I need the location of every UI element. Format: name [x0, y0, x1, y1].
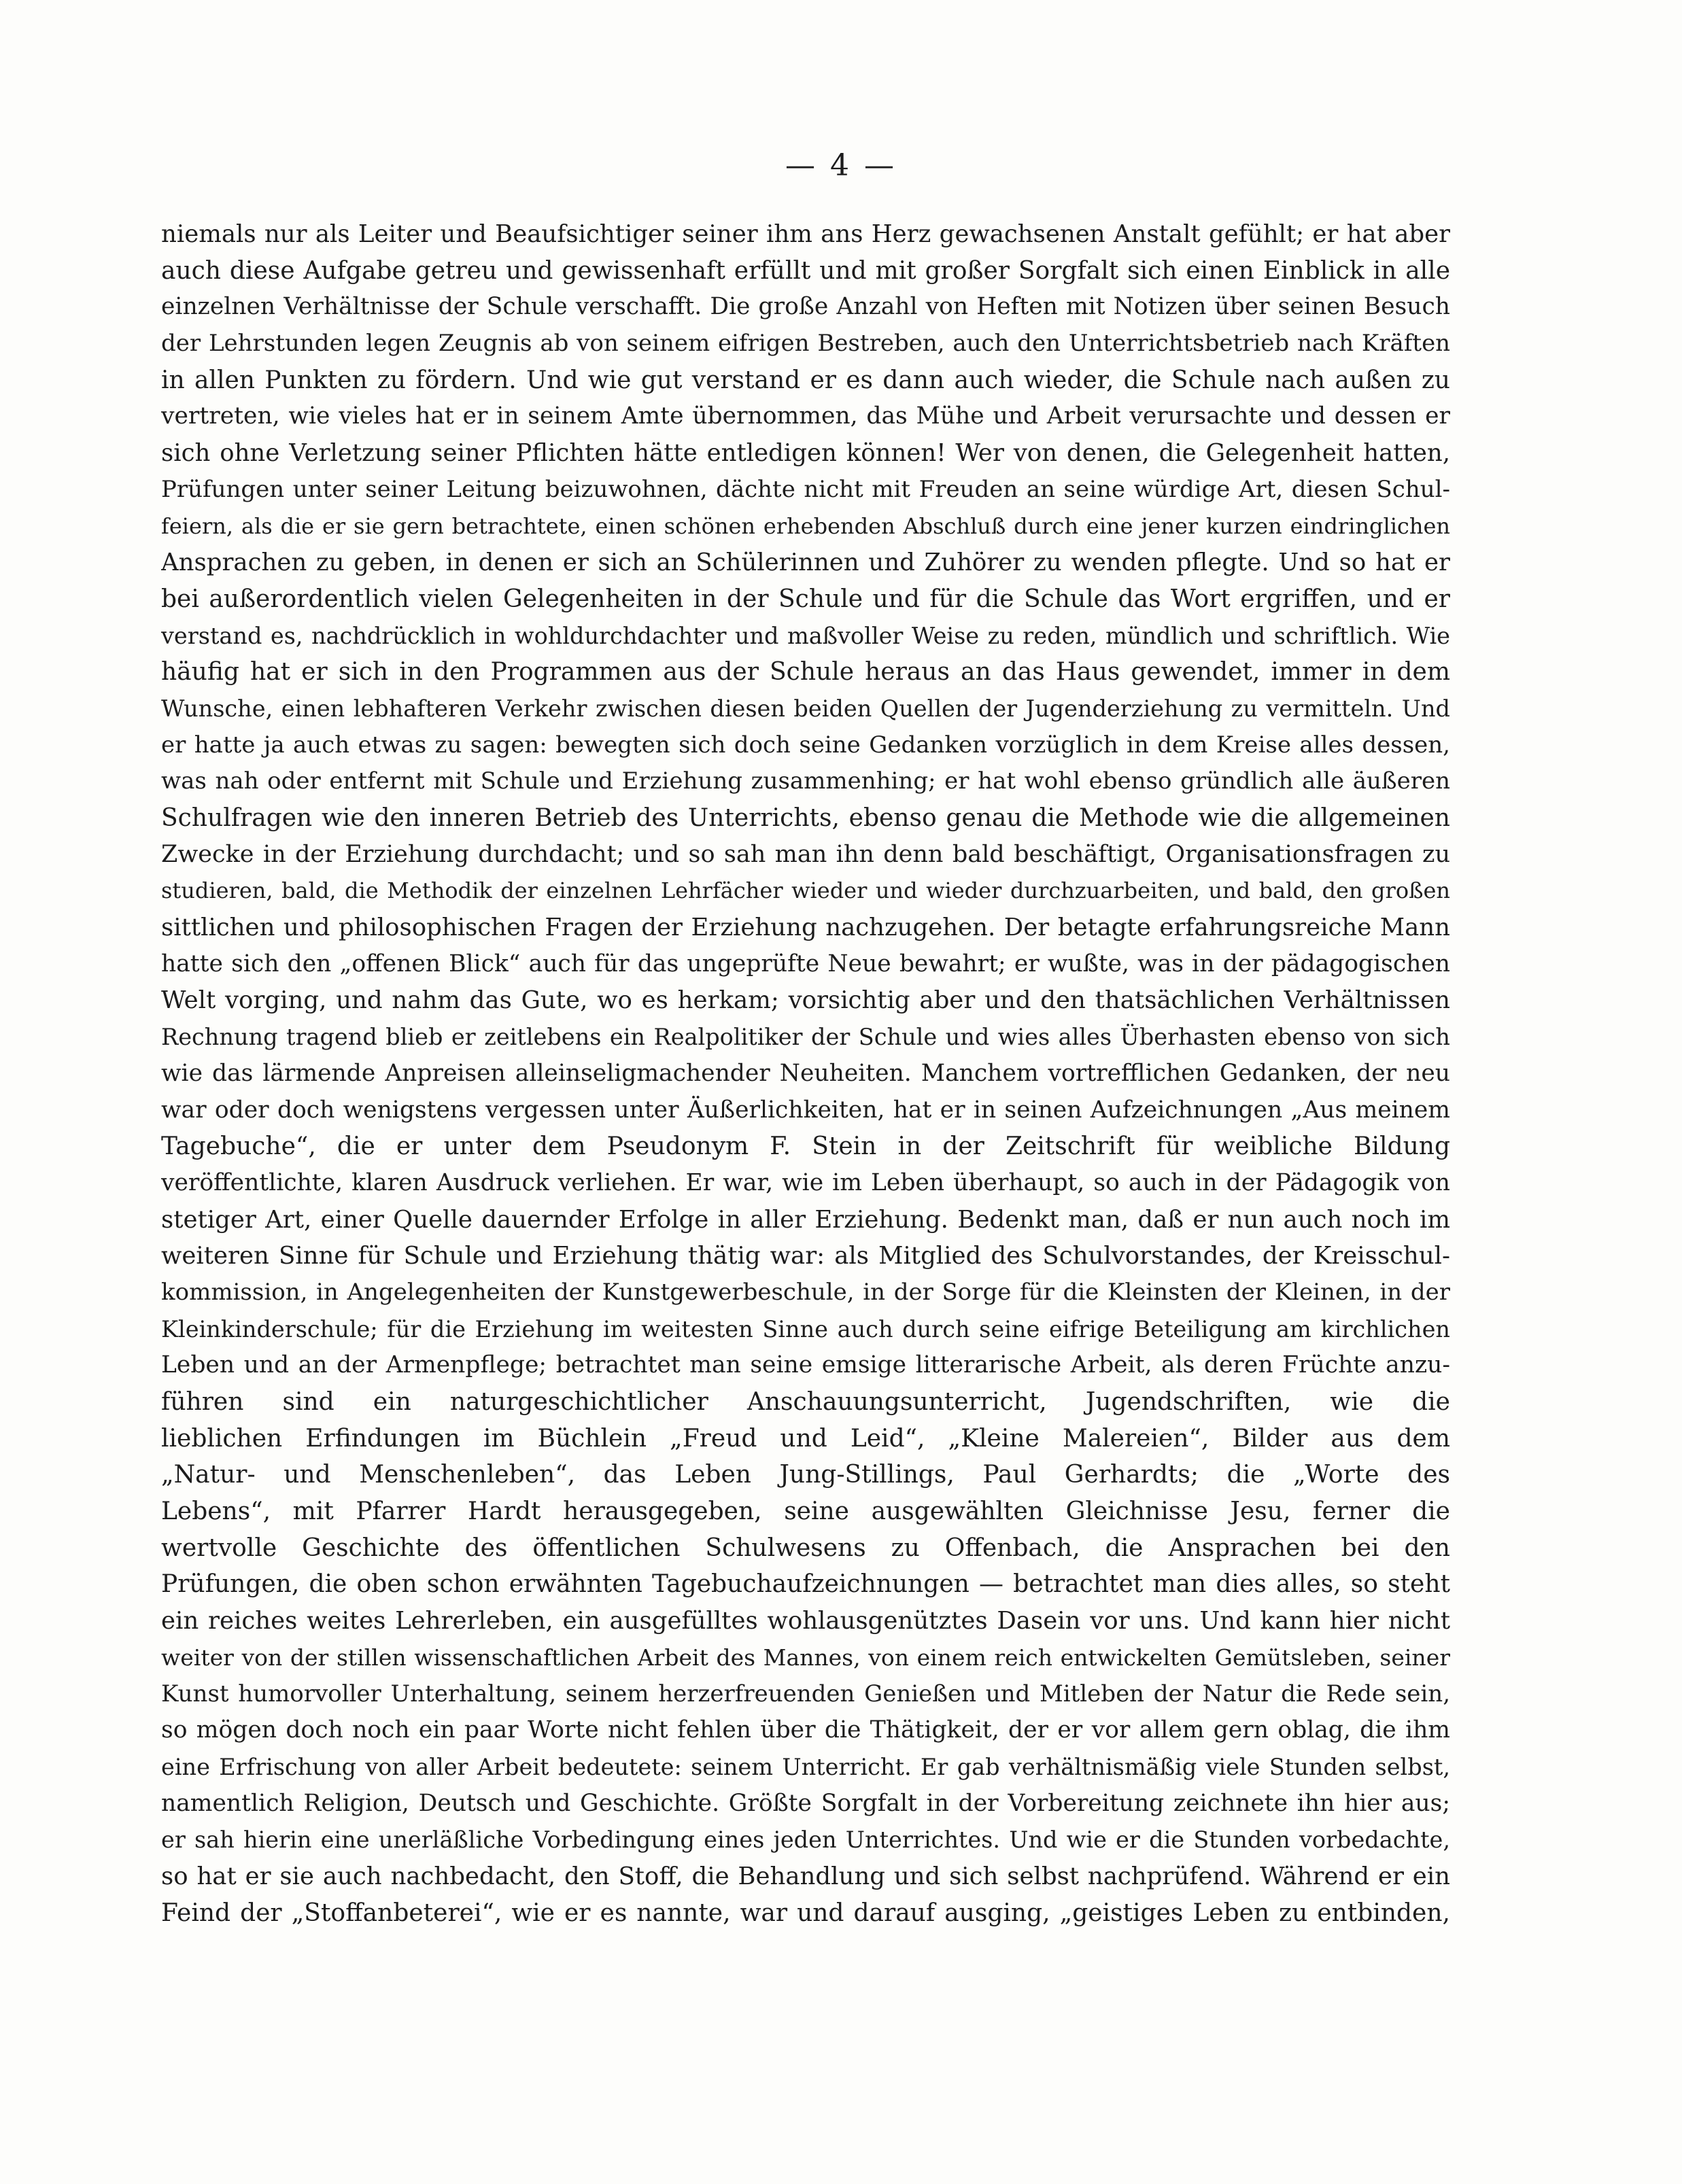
text-line: er sah hierin eine unerläßliche Vorbedingung eines jeden Unterrichtes. Und wie er die Stunden vorbedachte,: [161, 1826, 1450, 1854]
text-line: hatte sich den „offenen Blick“ auch für das ungeprüfte Neue bewahrt; er wußte, was in der pädagogischen: [161, 950, 1450, 977]
text-line: war oder doch wenigstens vergessen unter Äußerlichkeiten, hat er in seinen Aufzeichnungen „Aus meinem: [161, 1096, 1450, 1124]
text-line: Lebens“, mit Pfarrer Hardt herausgegeben, seine ausgewählten Gleichnisse Jesu, ferner die: [161, 1497, 1450, 1526]
text-line: kommission, in Angelegenheiten der Kunstgewerbeschule, in der Sorge für die Kleinsten der Kleinen, in der: [161, 1278, 1450, 1306]
text-line: [161, 1931, 1450, 1968]
text-line: so hat er sie auch nachbedacht, den Stoff, die Behandlung und sich selbst nachprüfend. Während er ein: [161, 1862, 1450, 1890]
text-line: Wunsche, einen lebhafteren Verkehr zwischen diesen beiden Quellen der Jugenderziehung zu vermitteln. Und: [161, 695, 1450, 722]
text-line: sich ohne Verletzung seiner Pflichten hätte entledigen können! Wer von denen, die Gelegenheit hatten,: [161, 439, 1450, 468]
text-line: einzelnen Verhältnisse der Schule verschafft. Die große Anzahl von Heften mit Notizen über seinen Besuch: [161, 293, 1450, 321]
text-line: wertvolle Geschichte des öffentlichen Schulwesens zu Offenbach, die Ansprachen bei den: [161, 1533, 1450, 1562]
text-line: stetiger Art, einer Quelle dauernder Erfolge in aller Erziehung. Bedenkt man, daß er nun auch noch im: [161, 1205, 1450, 1234]
text-line: eine Erfrischung von aller Arbeit bedeutete: seinem Unterricht. Er gab verhältnismäßig viele Stunden selbst,: [161, 1753, 1450, 1780]
text-line: vertreten, wie vieles hat er in seinem Amte übernommen, das Mühe und Arbeit verursachte und dessen er: [161, 402, 1450, 430]
text-line: Kleinkinderschule; für die Erziehung im weitesten Sinne auch durch seine eifrige Beteiligung am kirchlichen: [161, 1315, 1450, 1342]
text-line: was nah oder entfernt mit Schule und Erziehung zusammenhing; er hat wohl ebenso gründlich alle äußeren: [161, 767, 1450, 795]
text-line: weiteren Sinne für Schule und Erziehung thätig war: als Mitglied des Schulvorstandes, der Kreisschul-: [161, 1242, 1450, 1270]
text-line: lieblichen Erfindungen im Büchlein „Freud und Leid“, „Kleine Malereien“, Bilder aus dem: [161, 1424, 1450, 1453]
text-line: „Natur- und Menschenleben“, das Leben Jung-Stillings, Paul Gerhardts; die „Worte des: [161, 1461, 1450, 1489]
text-line: Prüfungen, die oben schon erwähnten Tagebuchaufzeichnungen — betrachtet man dies alles, so steht: [161, 1570, 1450, 1599]
text-line: Ansprachen zu geben, in denen er sich an Schülerinnen und Zuhörer zu wenden pflegte. Und so hat er: [161, 549, 1450, 577]
text-line: studieren, bald, die Methodik der einzelnen Lehrfächer wieder und wieder durchzuarbeiten, und bald, den großen: [161, 878, 1450, 904]
text-line: Kunst humorvoller Unterhaltung, seinem herzerfreuenden Genießen und Mitleben der Natur die Rede sein,: [161, 1680, 1450, 1708]
text-line: Welt vorging, und nahm das Gute, wo es herkam; vorsichtig aber und den thatsächlichen Verhältnissen: [161, 986, 1450, 1015]
text-line: in allen Punkten zu fördern. Und wie gut verstand er es dann auch wieder, die Schule nach außen zu: [161, 366, 1450, 394]
text-line: Tagebuche“, die er unter dem Pseudonym F. Stein in der Zeitschrift für weibliche Bildung: [161, 1132, 1450, 1161]
text-line: Prüfungen unter seiner Leitung beizuwohnen, dächte nicht mit Freuden an seine würdige Art, diesen Schul-: [161, 475, 1450, 503]
text-line: so mögen doch noch ein paar Worte nicht fehlen über die Thätigkeit, der er vor allem gern oblag, die ihm: [161, 1716, 1450, 1744]
text-line: häufig hat er sich in den Programmen aus der Schule heraus an das Haus gewendet, immer in dem: [161, 658, 1450, 687]
text-line: weiter von der stillen wissenschaftlichen Arbeit des Mannes, von einem reich entwickelten Gemütsleben, seiner: [161, 1644, 1450, 1671]
text-line: wie das lärmende Anpreisen alleinseligmachender Neuheiten. Manchem vortrefflichen Gedanken, der neu: [161, 1059, 1450, 1087]
text-line: ein reiches weites Lehrerleben, ein ausgefülltes wohlausgenütztes Dasein vor uns. Und kann hier nicht: [161, 1607, 1450, 1635]
text-line: verstand es, nachdrücklich in wohldurchdachter und maßvoller Weise zu reden, mündlich und schriftlich. Wie: [161, 622, 1450, 649]
text-line: führen sind ein naturgeschichtlicher Anschauungsunterricht, Jugendschriften, wie die: [161, 1388, 1450, 1416]
text-line: Rechnung tragend blieb er zeitlebens ein Realpolitiker der Schule und wies alles Überhasten ebenso von sich: [161, 1024, 1450, 1051]
text-line: bei außerordentlich vielen Gelegenheiten in der Schule und für die Schule das Wort ergriffen, und er: [161, 585, 1450, 613]
text-line: er hatte ja auch etwas zu sagen: bewegten sich doch seine Gedanken vorzüglich in dem Kreise alles dessen,: [161, 731, 1450, 759]
body-text: [161, 216, 1450, 1968]
text-line: Zwecke in der Erziehung durchdacht; und so sah man ihn denn bald beschäftigt, Organisationsfragen zu: [161, 840, 1450, 868]
text-line: sittlichen und philosophischen Fragen der Erziehung nachzugehen. Der betagte erfahrungsreiche Mann: [161, 914, 1450, 942]
text-line: feiern, als die er sie gern betrachtete, einen schönen erhebenden Abschluß durch eine jener kurzen eindringlichen: [161, 513, 1450, 539]
text-line: Schulfragen wie den inneren Betrieb des Unterrichts, ebenso genau die Methode wie die allgemeinen: [161, 804, 1450, 832]
text-line: veröffentlichte, klaren Ausdruck verliehen. Er war, wie im Leben überhaupt, so auch in der Pädagogik von: [161, 1168, 1450, 1196]
text-line: der Lehrstunden legen Zeugnis ab von seinem eifrigen Bestreben, auch den Unterrichtsbetrieb nach Kräften: [161, 330, 1450, 358]
text-line: auch diese Aufgabe getreu und gewissenhaft erfüllt und mit großer Sorgfalt sich einen Einblick in alle: [161, 256, 1450, 285]
text-line: niemals nur als Leiter und Beaufsichtiger seiner ihm ans Herz gewachsenen Anstalt gefühlt; er hat aber: [161, 220, 1450, 248]
text-line: Feind der „Stoffanbeterei“, wie er es nannte, war und darauf ausging, „geistiges Leben zu entbinden,: [161, 1899, 1450, 1927]
text-line: namentlich Religion, Deutsch und Geschichte. Größte Sorgfalt in der Vorbereitung zeichnete ihn hier aus;: [161, 1789, 1450, 1817]
page-number: — 4 —: [785, 148, 897, 183]
text-line: Leben und an der Armenpflege; betrachtet man seine emsige litterarische Arbeit, als deren Früchte anzu-: [161, 1351, 1450, 1379]
